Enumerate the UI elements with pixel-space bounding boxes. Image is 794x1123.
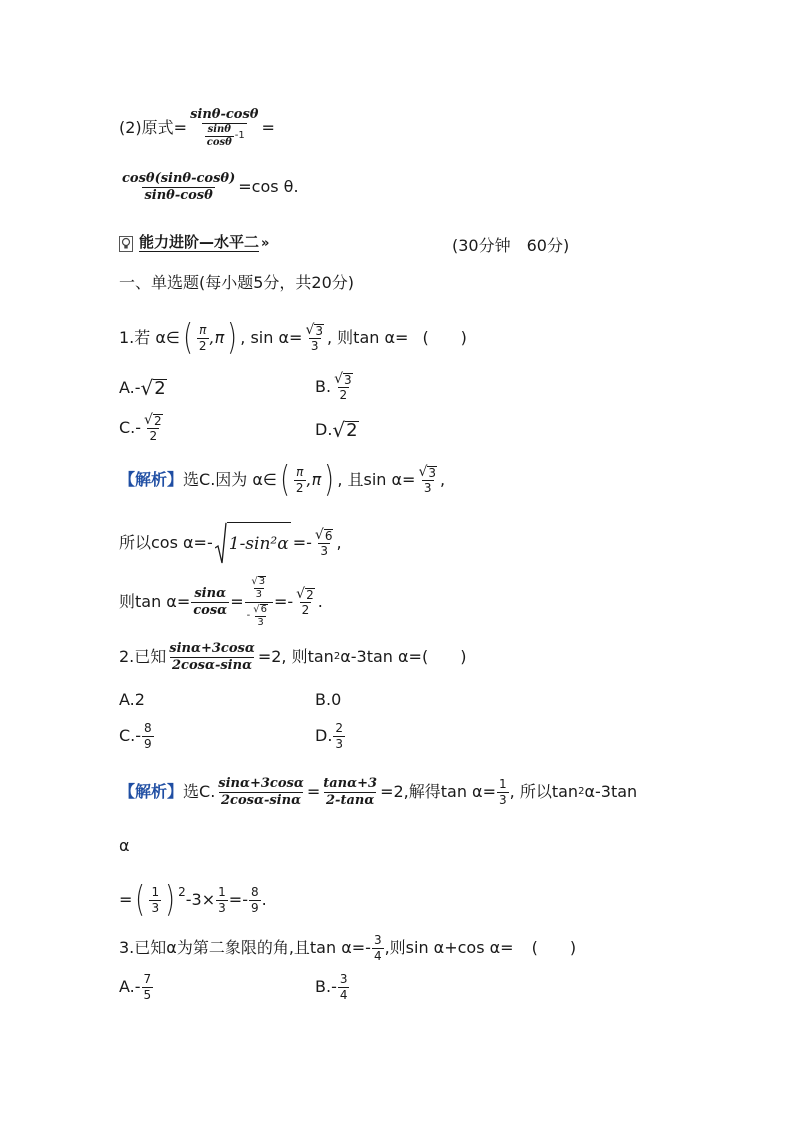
fraction-numerator: 8 xyxy=(250,885,259,900)
fraction-denominator: 3 xyxy=(499,792,507,807)
equals-sign: = xyxy=(119,890,133,910)
one-third xyxy=(497,778,509,806)
pi: π xyxy=(296,465,304,480)
prev-part2-label: (2)原式= xyxy=(119,118,188,138)
option-d-label: D. xyxy=(315,726,333,746)
root6-over-3 xyxy=(313,528,336,558)
a1-line3 xyxy=(119,576,323,628)
radicand: 1-sin²α xyxy=(227,522,291,564)
q3-stem-a: 3.已知α为第二象限的角,且tan α=- xyxy=(119,938,371,958)
two-thirds xyxy=(333,722,345,750)
sqrt2: √ 2 xyxy=(140,376,166,400)
fraction-denominator: 4 xyxy=(373,948,382,963)
three-quarters xyxy=(372,934,384,962)
three-quarters xyxy=(338,973,350,1001)
radicand: 3 xyxy=(428,466,437,481)
fraction-numerator: 7 xyxy=(143,972,152,986)
fraction-denominator xyxy=(202,123,247,149)
a1-line2-text: 所以cos α=- xyxy=(119,533,213,552)
compound-fraction xyxy=(245,576,273,628)
fraction-denominator xyxy=(245,602,273,629)
sin-over-cos xyxy=(191,587,229,617)
q2-option-a: A.2 xyxy=(119,690,145,709)
a2-line2: α xyxy=(119,836,130,855)
right-paren: ) xyxy=(227,317,238,358)
minus-one: -1 xyxy=(234,130,245,142)
fraction-denominator: 2cosα-sinα xyxy=(172,657,253,673)
sqrt2: √ 2 xyxy=(332,418,358,442)
radicand: 2 xyxy=(306,588,314,603)
three: 3 xyxy=(320,544,328,559)
fraction-numerator xyxy=(246,576,271,602)
a2-fraction-1 xyxy=(216,777,306,807)
a1-text-a: 选C.因为 α∈ xyxy=(183,470,277,490)
section-arrows: » xyxy=(261,236,270,251)
a1-text-c: , xyxy=(440,470,446,490)
answer-blank: ( ) xyxy=(531,938,577,958)
q3-stem xyxy=(119,934,576,962)
a1-line3-text: 则tan α= xyxy=(119,592,191,611)
fraction-numerator: 8 xyxy=(144,721,152,735)
fraction-numerator: sinα+3cosα xyxy=(169,641,255,656)
equals-sign: = xyxy=(230,592,244,611)
eight-ninths xyxy=(249,886,261,914)
radicand: 3 xyxy=(315,324,323,339)
fraction-numerator: sinα xyxy=(194,585,227,601)
inner-denominator: cosθ xyxy=(206,137,232,149)
fraction-denominator: 3 xyxy=(335,736,344,751)
q2-stem-a: 2.已知 xyxy=(119,647,167,667)
fraction-numerator: cosθ(sinθ-cosθ) xyxy=(122,171,236,186)
option-d-label: D. xyxy=(315,420,333,439)
left-paren: ( xyxy=(279,459,290,500)
two: 2 xyxy=(301,603,310,618)
section-title: 能力进阶—水平二 xyxy=(139,233,260,251)
root3-over-3 xyxy=(249,576,268,601)
two: 2 xyxy=(198,338,207,353)
fraction-numerator: sinα+3cosα xyxy=(218,776,304,791)
a2-text-b: =2,解得tan α= xyxy=(380,782,497,802)
fraction-denominator: 9 xyxy=(250,900,259,915)
analysis-tag: 【解析】 xyxy=(119,782,184,802)
left-paren: ( xyxy=(182,317,193,358)
lightbulb-icon xyxy=(119,236,133,252)
option-b-label: B.- xyxy=(315,977,337,997)
prev-part2b-fraction xyxy=(120,172,237,202)
comma-pi: ,π xyxy=(306,470,322,490)
option-c-label: C.- xyxy=(119,417,142,437)
q1-option-b xyxy=(315,372,356,402)
a2-line3 xyxy=(119,879,267,920)
sqrt6: √ 6 xyxy=(314,527,333,544)
two: 2 xyxy=(149,429,158,443)
a1-line2-eq: =- xyxy=(292,533,312,552)
root2-over-2 xyxy=(294,587,317,617)
q1-option-d xyxy=(315,420,359,440)
option-c-label: C.- xyxy=(119,726,142,746)
q1-option-a xyxy=(119,378,167,398)
inner-fraction xyxy=(205,125,234,149)
left-paren: ( xyxy=(135,879,146,920)
sqrt3: √ 3 xyxy=(334,371,352,387)
prev-part2-fraction xyxy=(188,108,260,149)
superscript-2: 2 xyxy=(178,885,186,899)
a1-line1 xyxy=(119,459,446,500)
q1-stem-c: , 则tan α= xyxy=(327,328,409,348)
minus: - xyxy=(246,609,251,621)
a2-text-c: , 所以tan xyxy=(509,782,579,802)
equals-minus: =- xyxy=(273,592,294,611)
pi: π xyxy=(199,323,207,338)
period: . xyxy=(317,592,323,611)
fraction-numerator: 3 xyxy=(373,933,382,947)
eight-ninths xyxy=(142,722,154,750)
q3-option-b xyxy=(315,973,350,1001)
radicand: 2 xyxy=(154,378,166,399)
q1-stem-a: 1.若 α∈ xyxy=(119,328,180,348)
a1-text-b: , 且sin α= xyxy=(337,470,416,490)
minus-three-times: -3× xyxy=(185,890,216,910)
fraction-numerator: tanα+3 xyxy=(323,776,378,791)
fraction-denominator: cosα xyxy=(193,602,228,618)
prev-part2-line1 xyxy=(119,108,275,149)
seven-fifths xyxy=(142,973,154,1001)
q2-stem-b: =2, 则tan xyxy=(257,647,334,667)
a2-text-d: α-3tan xyxy=(584,782,638,802)
sqrt3: √ 3 xyxy=(418,464,437,481)
big-sqrt xyxy=(215,522,291,564)
root3-over-3 xyxy=(303,323,326,353)
option-b-label: B. xyxy=(315,376,332,396)
q2-fraction xyxy=(167,642,257,672)
root3-over-2 xyxy=(332,372,355,402)
pi-over-2 xyxy=(294,466,306,494)
radicand: 3 xyxy=(258,576,266,587)
three: 3 xyxy=(423,481,432,496)
one-third xyxy=(216,886,228,914)
prev-part2-line2 xyxy=(119,172,299,202)
fraction-denominator: 5 xyxy=(143,987,152,1002)
pi-over-2 xyxy=(197,324,209,352)
root2-over-2 xyxy=(142,413,165,443)
fraction-denominator: 4 xyxy=(339,987,348,1002)
q2-option-c xyxy=(119,722,155,750)
comma-pi: ,π xyxy=(209,328,225,348)
q3-option-a xyxy=(119,973,154,1001)
fraction-numerator: 1 xyxy=(218,885,226,900)
q1-stem-b: , sin α= xyxy=(240,328,303,348)
root6-over-3 xyxy=(251,604,270,629)
a1-line2 xyxy=(119,522,342,564)
option-a-label: A.- xyxy=(119,977,141,997)
two: 2 xyxy=(295,480,304,495)
fraction-numerator: 1 xyxy=(499,777,507,792)
fraction-numerator: 1 xyxy=(151,885,160,900)
q3-stem-b: ,则sin α+cos α= xyxy=(384,938,514,958)
radicand: 2 xyxy=(346,420,358,441)
section-time: (30分钟 60分) xyxy=(452,236,570,255)
sqrt2: √ 2 xyxy=(144,412,162,428)
a2-fraction-2 xyxy=(321,777,379,807)
period: . xyxy=(261,890,267,910)
fraction-denominator: sinθ-cosθ xyxy=(144,187,213,203)
equals-minus: =- xyxy=(228,890,248,910)
radicand: 6 xyxy=(324,529,333,544)
a2-line1: 【解析】 选C. $\frac{\sin\alpha+3\cos\alpha}{2\cos\alpha-\sin\alpha}$ = $\frac{\tan\alpha+3}{2-\tan\alpha}$ =2,解得tan α= $\frac{1}{3}$ , 所以tan 2 α-3tan xyxy=(119,776,638,808)
three: 3 xyxy=(255,589,262,600)
three: 3 xyxy=(310,339,319,354)
fraction-denominator: 2cosα-sinα xyxy=(221,792,302,808)
fraction-numerator: 3 xyxy=(339,972,348,986)
analysis-tag: 【解析】 xyxy=(119,470,184,490)
q2-stem-c: α-3tan α=( xyxy=(340,647,429,667)
option-a-label: A.- xyxy=(119,378,141,397)
radicand: 6 xyxy=(260,603,267,615)
radicand: 3 xyxy=(343,373,352,387)
a2-text-a: 选C. xyxy=(183,782,216,802)
answer-blank: ) xyxy=(428,647,467,667)
two: 2 xyxy=(339,388,348,402)
q2-stem: 2.已知 $\frac{\sin\alpha+3\cos\alpha}{2\cos\alpha-\sin\alpha}$ =2, 则tan 2 α-3tan α=( ) xyxy=(119,641,467,673)
right-paren: ) xyxy=(324,459,335,500)
q1-option-c xyxy=(119,413,166,443)
fraction-numerator: sinθ-cosθ xyxy=(190,107,259,122)
section-header xyxy=(119,235,269,252)
q1-stem xyxy=(119,317,467,358)
sqrt2: √ 2 xyxy=(296,586,314,603)
equals-sign: = xyxy=(306,782,321,802)
equals-sign: = xyxy=(261,118,275,138)
q2-option-d xyxy=(315,722,346,750)
one-third xyxy=(149,886,161,914)
answer-blank: ( ) xyxy=(422,328,467,348)
comma: , xyxy=(336,533,342,552)
q2-option-b: B.0 xyxy=(315,690,342,709)
prev-part2b-result: =cos θ. xyxy=(238,177,299,197)
fraction-denominator: 2-tanα xyxy=(326,792,375,808)
sqrt6: √ 6 xyxy=(253,603,267,615)
fraction-numerator: 2 xyxy=(335,721,344,735)
part1-heading: 一、单选题(每小题5分，共20分) xyxy=(119,273,355,292)
inner-numerator: sinθ xyxy=(207,123,231,135)
radicand: 2 xyxy=(153,414,162,428)
root3-over-3 xyxy=(416,465,439,495)
sqrt3: √ 3 xyxy=(251,576,266,587)
fraction-denominator: 3 xyxy=(151,900,160,915)
sqrt3: √ 3 xyxy=(305,322,323,339)
three: 3 xyxy=(257,616,264,628)
right-paren: ) xyxy=(165,879,176,920)
fraction-denominator: 9 xyxy=(144,736,152,751)
fraction-denominator: 3 xyxy=(218,900,226,915)
